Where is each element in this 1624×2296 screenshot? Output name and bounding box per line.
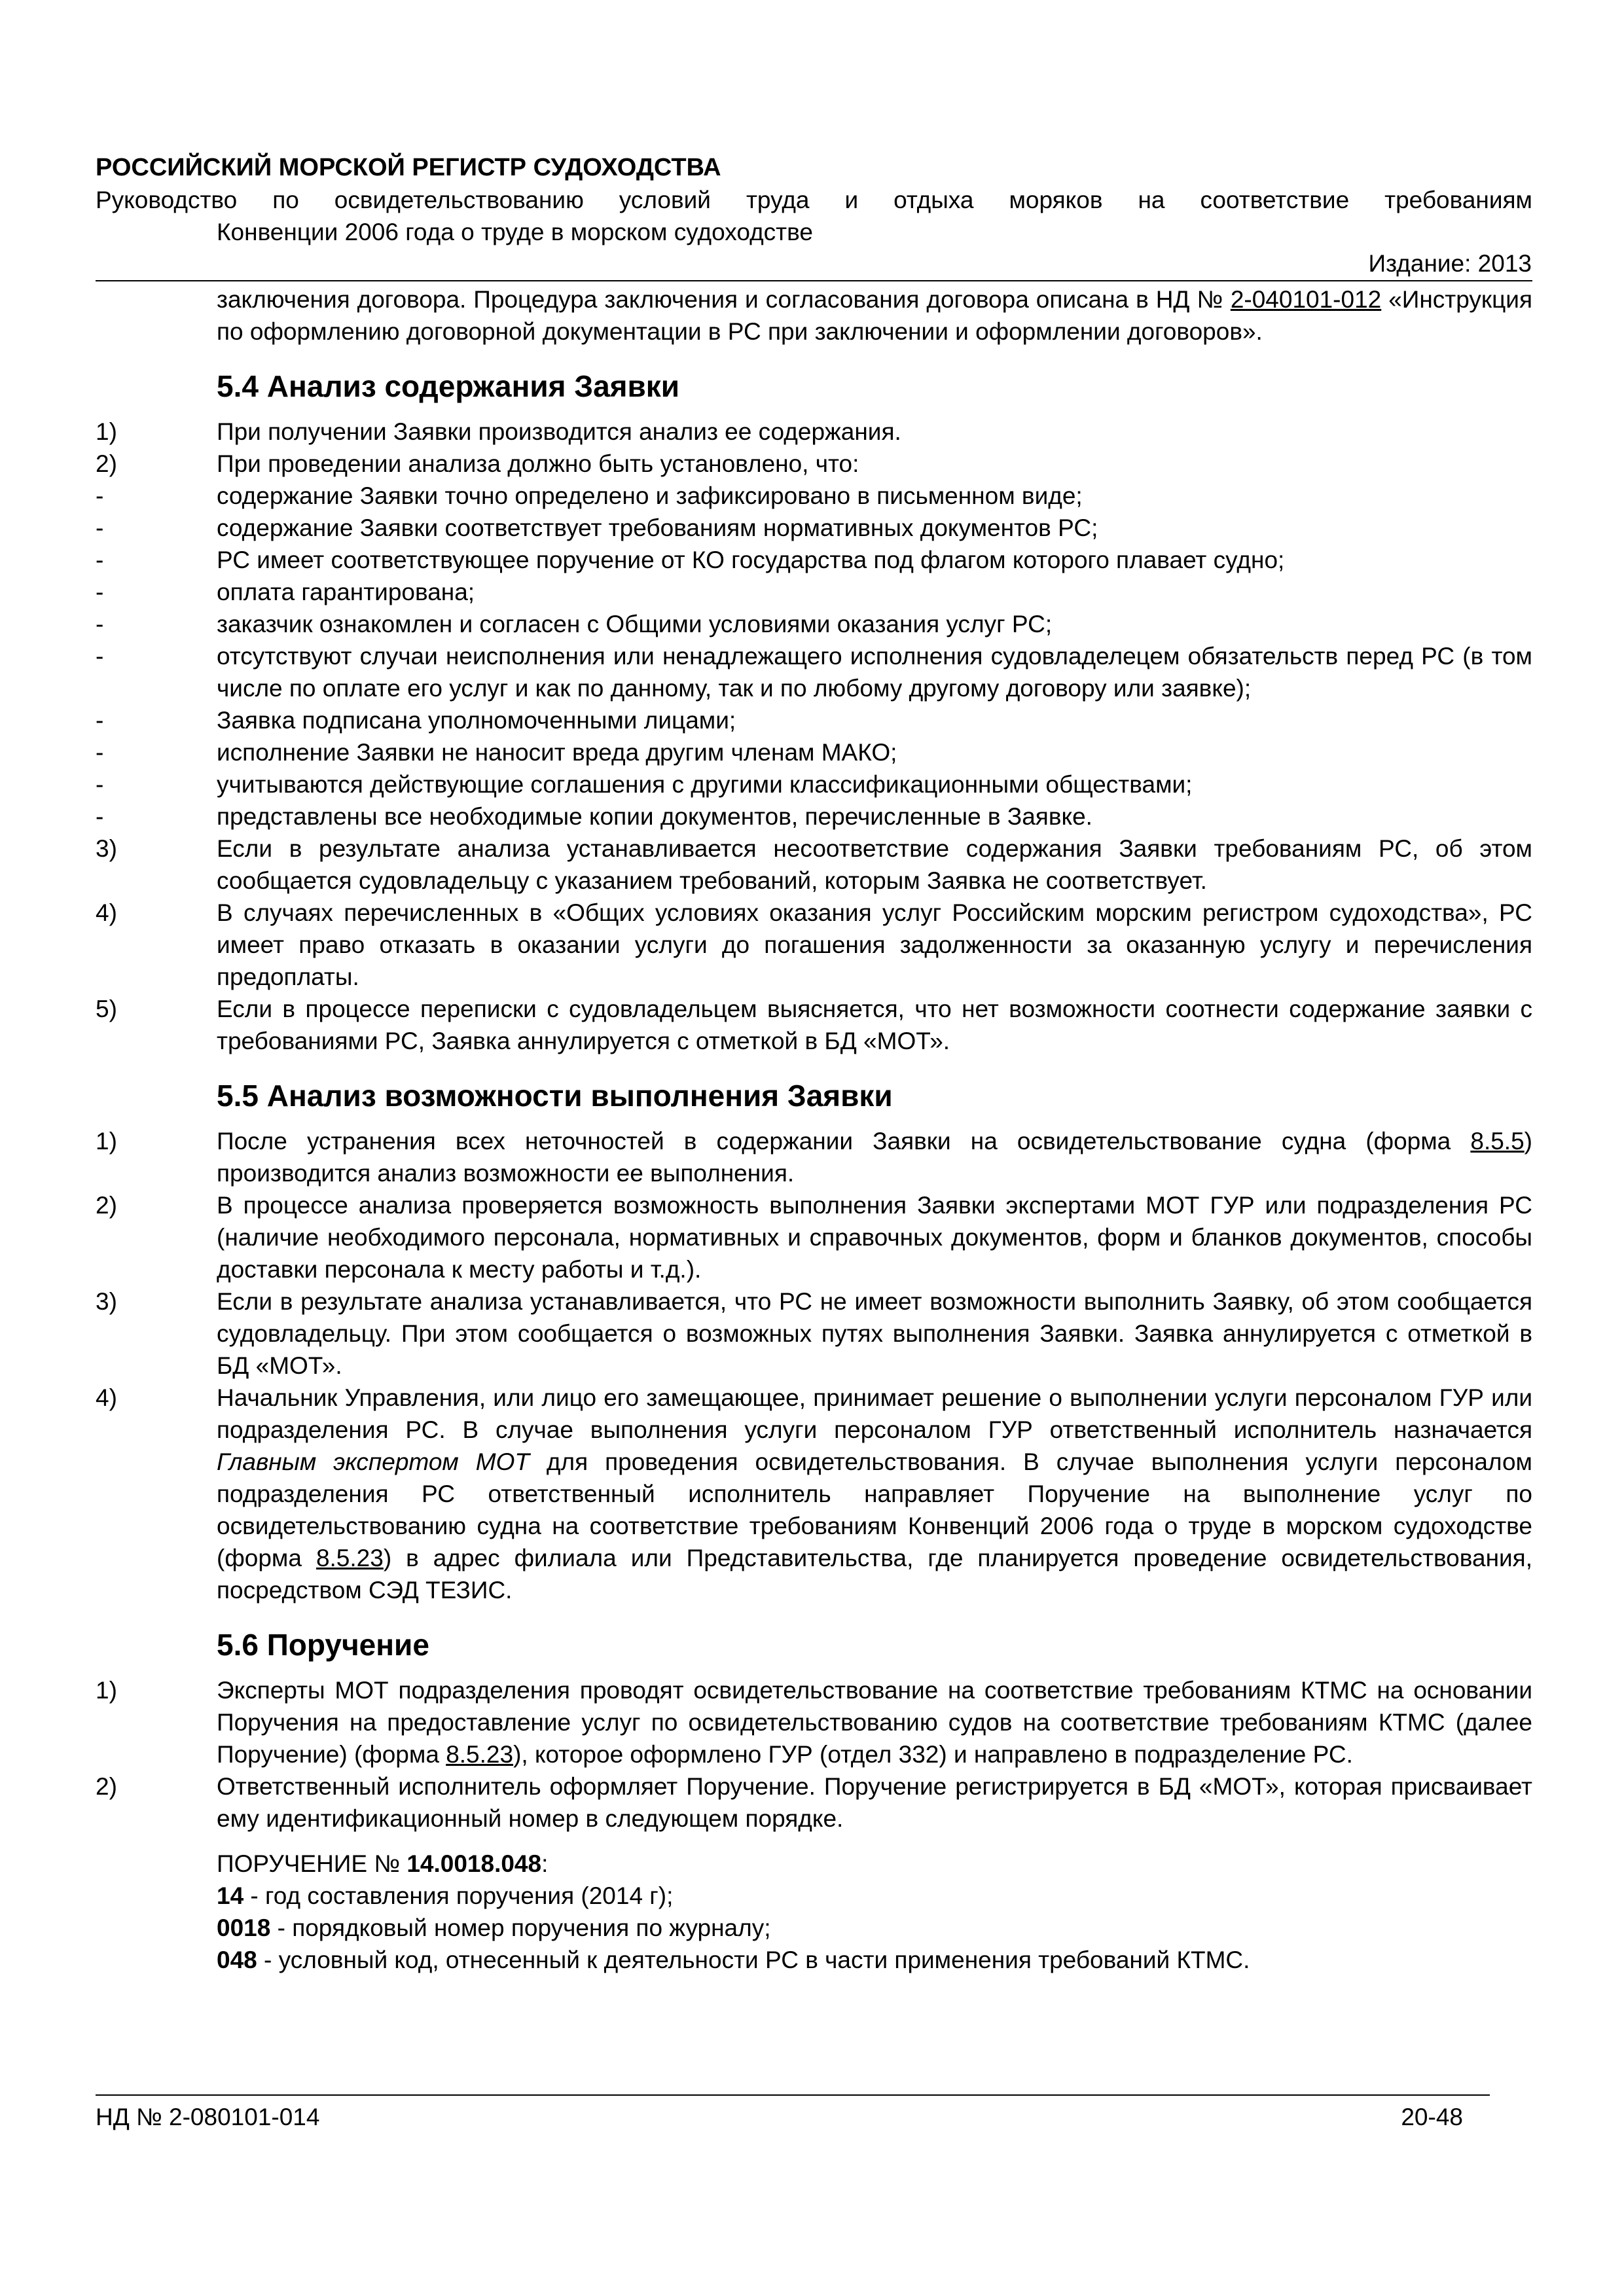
dash-text: отсутствуют случаи неисполнения или ненадлежащего исполнения судовладелецем обязательств перед РС (в том числе по оплате его услуг и как по данному, так и по любому другому договору или заявке);	[217, 643, 1532, 702]
list-item	[96, 1125, 1532, 1189]
list-marker: 1)	[96, 1677, 117, 1704]
form-link[interactable]: 8.5.5	[1470, 1128, 1525, 1155]
dash-marker: -	[96, 643, 104, 670]
list-text	[217, 1125, 1532, 1189]
list-text: Если в процессе переписки с судовладельцем выясняется, что нет возможности соотнести содержание заявки с требованиями РС, Заявка аннулируется с отметкой в БД «МОТ».	[217, 996, 1532, 1054]
dash-item	[96, 576, 1532, 608]
section-heading-5-6: 5.6 Поручение	[217, 1628, 429, 1662]
document-link[interactable]: 2-040101-012	[1230, 286, 1382, 313]
list-marker: 4)	[96, 1384, 117, 1411]
dash-marker: -	[96, 482, 104, 509]
list-item	[96, 897, 1532, 993]
code-line	[96, 1912, 1532, 1944]
dash-text: содержание Заявки точно определено и зафиксировано в письменном виде;	[217, 482, 1083, 509]
list-text: Если в результате анализа устанавливается, что РС не имеет возможности выполнить Заявку, об этом сообщается судовладельцу. При этом сообщается о возможных путях выполнения Заявки. Заявка аннулируется с отметкой в БД «МОТ».	[217, 1288, 1532, 1379]
intro-paragraph	[96, 283, 1532, 348]
dash-marker: -	[96, 579, 104, 605]
list-text	[217, 1382, 1532, 1606]
italic-role: Главным экспертом МОТ	[217, 1448, 530, 1475]
list-marker: 2)	[96, 450, 117, 477]
list-item	[96, 1285, 1532, 1382]
code-line	[96, 1880, 1532, 1912]
list-text: Ответственный исполнитель оформляет Поручение. Поручение регистрируется в БД «МОТ», которая присваивает ему идентификационный номер в следующем порядке.	[217, 1773, 1532, 1832]
dash-text: исполнение Заявки не наносит вреда другим членам МАКО;	[217, 739, 897, 766]
dash-item	[96, 544, 1532, 576]
dash-text: оплата гарантирована;	[217, 579, 475, 605]
dash-item	[96, 608, 1532, 640]
list-text-part: ) в адрес филиала или Представительства, где планируется проведение освидетельствования, посредством СЭД ТЕЗИС.	[217, 1545, 1532, 1604]
dash-marker: -	[96, 803, 104, 830]
dash-marker: -	[96, 739, 104, 766]
dash-item	[96, 768, 1532, 800]
list-text: При проведении анализа должно быть установлено, что:	[217, 450, 859, 477]
list-item	[96, 993, 1532, 1057]
intro-text: заключения договора. Процедура заключения и согласования договора описана в НД №	[217, 286, 1231, 313]
list-item	[96, 1770, 1532, 1835]
order-label: ПОРУЧЕНИЕ №	[217, 1850, 407, 1877]
dash-item	[96, 736, 1532, 768]
order-suffix: :	[541, 1850, 549, 1877]
list-marker: 2)	[96, 1192, 117, 1219]
footer-divider	[96, 2094, 1490, 2096]
code-description: - год составления поручения (2014 г);	[244, 1882, 674, 1909]
list-item	[96, 416, 1532, 448]
list-marker: 2)	[96, 1773, 117, 1800]
dash-text: Заявка подписана уполномоченными лицами;	[217, 707, 736, 734]
list-text: Если в результате анализа устанавливается несоответствие содержания Заявки требованиям РС, об этом сообщается судовладельцу с указанием требований, которым Заявка не соответствует.	[217, 835, 1532, 894]
list-text-part: Начальник Управления, или лицо его замещающее, принимает решение о выполнении услуги персоналом ГУР или подразделения РС. В случае выполнения услуги персоналом ГУР ответственный исполнитель назначается	[217, 1384, 1532, 1443]
footer-doc-number: НД № 2-080101-014	[96, 2104, 320, 2130]
form-link[interactable]: 8.5.23	[316, 1545, 384, 1571]
header-divider	[96, 280, 1532, 281]
list-text-part: Эксперты МОТ подразделения проводят освидетельствование на соответствие требованиям КТМС на основании Поручения на предоставление услуг по освидетельствованию судов на соответствие требованиям КТМС (далее Поручение) (форма	[217, 1677, 1532, 1768]
dash-marker: -	[96, 514, 104, 541]
intro-text-cont: «Инструкция по оформлению договорной документации в РС при заключении и оформлении договоров».	[217, 286, 1532, 345]
section-heading-5-5: 5.5 Анализ возможности выполнения Заявки	[217, 1079, 893, 1113]
dash-marker: -	[96, 771, 104, 798]
list-marker: 4)	[96, 899, 117, 926]
list-marker: 3)	[96, 835, 117, 862]
list-marker: 3)	[96, 1288, 117, 1315]
dash-item	[96, 640, 1532, 704]
list-text: В процессе анализа проверяется возможность выполнения Заявки экспертами МОТ ГУР или подразделения РС (наличие необходимого персонала, нормативных и справочных документов, форм и бланков документов, способы доставки персонала к месту работы и т.д.).	[217, 1192, 1532, 1283]
code-description: - условный код, отнесенный к деятельности РС в части применения требований КТМС.	[257, 1946, 1250, 1973]
list-item	[96, 1189, 1532, 1285]
dash-marker: -	[96, 611, 104, 637]
list-marker: 1)	[96, 418, 117, 445]
code-value: 048	[217, 1946, 257, 1973]
form-link[interactable]: 8.5.23	[446, 1741, 514, 1768]
list-item	[96, 1674, 1532, 1770]
document-body	[96, 283, 1532, 1976]
list-text-part: ) производится анализ возможности ее выполнения.	[217, 1128, 1532, 1187]
section-heading-5-4: 5.4 Анализ содержания Заявки	[217, 369, 680, 403]
list-text-part: После устранения всех неточностей в содержании Заявки на освидетельствование судна (форма	[217, 1128, 1471, 1155]
dash-item	[96, 512, 1532, 544]
list-item	[96, 833, 1532, 897]
dash-text: содержание Заявки соответствует требованиям нормативных документов РС;	[217, 514, 1098, 541]
dash-item	[96, 704, 1532, 736]
list-marker: 1)	[96, 1128, 117, 1155]
order-number-line	[96, 1848, 1532, 1880]
dash-item	[96, 480, 1532, 512]
dash-text: представлены все необходимые копии документов, перечисленные в Заявке.	[217, 803, 1092, 830]
list-text: В случаях перечисленных в «Общих условиях оказания услуг Российским морским регистром судоходства», РС имеет право отказать в оказании услуги до погашения задолженности за оказанную услугу и перечисления предоплаты.	[217, 899, 1532, 990]
code-description: - порядковый номер поручения по журналу;	[270, 1914, 771, 1941]
dash-text: РС имеет соответствующее поручение от КО государства под флагом которого плавает судно;	[217, 547, 1285, 573]
dash-item	[96, 800, 1532, 833]
code-line	[96, 1944, 1532, 1976]
code-value: 14	[217, 1882, 244, 1909]
list-text	[217, 1674, 1532, 1770]
dash-marker: -	[96, 547, 104, 573]
list-marker: 5)	[96, 996, 117, 1022]
list-text-part: ), которое оформлено ГУР (отдел 332) и направлено в подразделение РС.	[513, 1741, 1353, 1768]
dash-marker: -	[96, 707, 104, 734]
list-text-part: для проведения освидетельствования. В случае выполнения услуги персоналом подразделения РС ответственный исполнитель направляет Поручение на выполнение услуг по освидетельствованию судна на соответствие требованиям Конвенций 2006 года о труде в морском судоходстве (форма	[217, 1448, 1532, 1571]
order-number: 14.0018.048	[406, 1850, 542, 1877]
list-text: При получении Заявки производится анализ ее содержания.	[217, 418, 901, 445]
list-item	[96, 448, 1532, 480]
organization-title: РОССИЙСКИЙ МОРСКОЙ РЕГИСТР СУДОХОДСТВА	[96, 154, 721, 181]
footer-page-number: 20-48	[1401, 2104, 1463, 2130]
list-item	[96, 1382, 1532, 1606]
dash-text: учитываются действующие соглашения с другими классификационными обществами;	[217, 771, 1193, 798]
document-title-line2: Конвенции 2006 года о труде в морском судоходстве	[217, 219, 813, 245]
document-title-line1: Руководство по освидетельствованию условий труда и отдыха моряков на соответствие требованиям	[96, 187, 1532, 213]
code-value: 0018	[217, 1914, 271, 1941]
dash-text: заказчик ознакомлен и согласен с Общими условиями оказания услуг РС;	[217, 611, 1053, 637]
edition-label: Издание: 2013	[1368, 250, 1532, 277]
